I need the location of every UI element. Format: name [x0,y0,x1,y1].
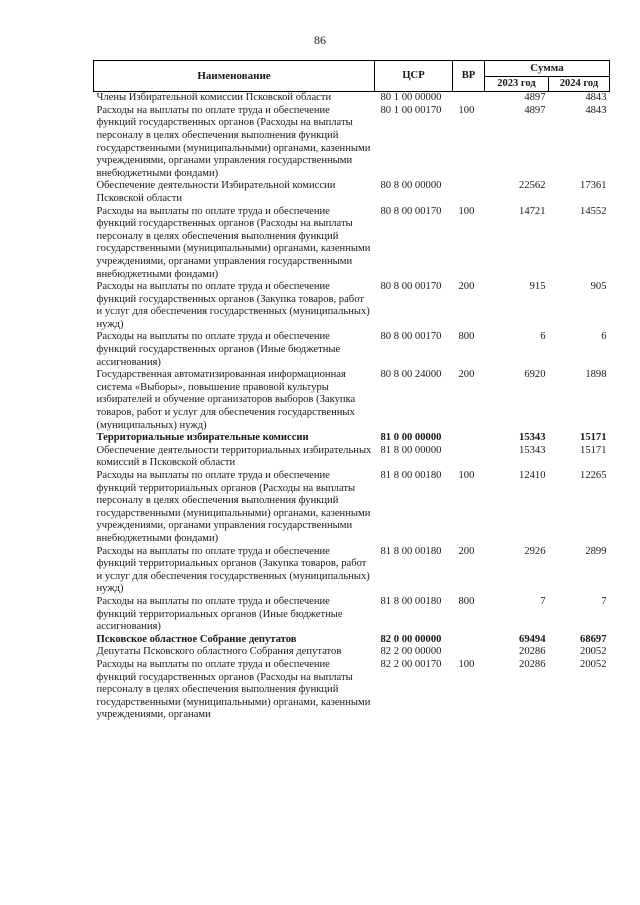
table-row [94,369,610,432]
row-vr-code: 100 [458,658,475,670]
row-name: Расходы на выплаты по оплате труда и обеспечение функций территориальных органов (Иные бюджетные ассигнования) [96,595,343,633]
row-csr-code: 81 8 00 00180 [380,470,442,481]
row-amount-2023: 4897 [524,92,546,104]
row-vr-code: 800 [458,595,475,607]
row-name: Обеспечение деятельности территориальных избирательных комиссий в Псковской области [96,444,372,469]
header-year-2023: 2023 год [485,76,549,92]
row-csr-code: 80 8 00 00000 [380,180,442,192]
row-vr-code [453,180,485,205]
row-name: Обеспечение деятельности Избирательной комиссии Псковской области [96,180,336,204]
row-amount-2023: 7 [540,595,546,607]
row-amount-2024: 4843 [585,104,607,116]
table-row [94,659,610,722]
row-amount-2023: 915 [529,281,546,293]
page-number: 86 [314,33,326,47]
row-amount-2023: 14721 [519,205,546,217]
row-name: Расходы на выплаты по оплате труда и обеспечение функций государственных органов (Расходы на выплаты персоналу в целях обеспечения выполнения функций государственными (муниципальными) органами, казенными учреждениями, органами [96,658,371,721]
row-csr-code: 82 2 00 00000 [380,646,442,658]
row-csr-code: 81 8 00 00180 [380,545,442,557]
row-name: Расходы на выплаты по оплате труда и обеспечение функций территориальных органов (Закупка товаров, работ и услуг для обеспечения государственных (муниципальных) нужд) [96,545,370,595]
row-amount-2023: 4897 [524,104,546,116]
row-amount-2024: 20052 [580,646,607,658]
header-name: Наименование [94,61,375,92]
row-name: Расходы на выплаты по оплате труда и обеспечение функций государственных органов (Расходы на выплаты персоналу в целях обеспечения выполнения функций государственными (муниципальными) органами, казенными учреждениями, органами управления государственными внебюджетными фондами) [96,104,371,179]
row-name: Депутаты Псковского областного Собрания депутатов [96,646,342,658]
row-name: Территориальные избирательные комиссии [96,432,309,444]
row-csr-code: 81 8 00 00000 [380,444,442,456]
row-amount-2024: 12265 [580,470,607,481]
header-vr: ВР [453,61,485,92]
row-amount-2024: 14552 [580,205,607,217]
row-csr-code: 80 1 00 00000 [380,92,442,104]
table-row [94,634,610,647]
table-row [94,445,610,470]
row-name: Псковское областное Собрание депутатов [96,633,297,645]
row-vr-code [453,445,485,470]
row-amount-2024: 6 [601,331,607,343]
row-vr-code: 100 [458,104,475,116]
row-csr-code: 80 8 00 24000 [380,369,442,381]
row-amount-2023: 12410 [519,470,546,481]
row-vr-code [453,634,485,647]
row-amount-2024: 1898 [585,369,607,381]
row-vr-code: 100 [458,470,475,481]
table-row [94,206,610,282]
row-amount-2024: 20052 [580,658,607,670]
row-csr-code: 80 8 00 00170 [380,331,442,343]
row-name: Расходы на выплаты по оплате труда и обеспечение функций государственных органов (Закупка товаров, работ и услуг для обеспечения государственных (муниципальных) нужд) [96,281,370,330]
table-row [94,470,610,546]
table-row [94,281,610,331]
row-amount-2023: 2926 [524,545,546,557]
row-vr-code: 100 [458,205,475,217]
row-amount-2024: 905 [590,281,607,293]
row-amount-2023: 6920 [524,369,546,381]
row-vr-code [453,92,485,105]
table-row [94,646,610,659]
table-body [94,92,610,722]
row-name: Государственная автоматизированная информационная система «Выборы», повышение правовой культуры избирателей и обучение организаторов выборов (Закупка товаров, работ и услуг для обеспечения государственных (муниципальных) нужд) [96,369,356,431]
budget-table [93,60,610,722]
row-csr-code: 81 0 00 00000 [380,432,442,444]
row-amount-2024: 68697 [580,633,607,645]
row-amount-2023: 15343 [519,444,546,456]
header-sum: Сумма [485,61,610,77]
row-vr-code [453,432,485,445]
row-name: Расходы на выплаты по оплате труда и обеспечение функций территориальных органов (Расходы на выплаты персоналу в целях обеспечения выполнения функций государственными (муниципальными) органами, казенными учреждениями, органами управления государственными внебюджетными фондами) [96,470,371,544]
row-vr-code [453,646,485,659]
table-row [94,432,610,445]
row-amount-2023: 6 [540,331,546,343]
row-csr-code: 82 0 00 00000 [380,633,442,645]
row-amount-2024: 15171 [580,432,607,444]
row-amount-2023: 22562 [519,180,546,192]
table-row [94,331,610,369]
table-row [94,546,610,596]
table-header [94,61,610,92]
row-vr-code: 200 [458,369,475,381]
row-amount-2024: 17361 [580,180,607,192]
row-amount-2023: 20286 [519,646,546,658]
table-row [94,105,610,181]
row-vr-code: 200 [458,545,475,557]
row-csr-code: 81 8 00 00180 [380,595,442,607]
table-row [94,92,610,105]
row-csr-code: 80 1 00 00170 [380,104,442,116]
row-amount-2024: 7 [601,595,607,607]
header-csr: ЦСР [375,61,453,92]
table-row [94,180,610,205]
row-csr-code: 80 8 00 00170 [380,281,442,293]
row-amount-2023: 69494 [519,633,546,645]
row-name: Расходы на выплаты по оплате труда и обеспечение функций государственных органов (Иные бюджетные ассигнования) [96,331,341,368]
row-name: Расходы на выплаты по оплате труда и обеспечение функций государственных органов (Расходы на выплаты персоналу в целях обеспечения выполнения функций государственными (муниципальными) органами, казенными учреждениями, органами управления государственными внебюджетными фондами) [96,205,371,280]
table-row [94,596,610,634]
row-csr-code: 80 8 00 00170 [380,205,442,217]
row-amount-2024: 2899 [585,545,607,557]
row-amount-2024: 15171 [580,444,607,456]
row-vr-code: 800 [458,331,475,343]
row-csr-code: 82 2 00 00170 [380,658,442,670]
row-name: Члены Избирательной комиссии Псковской области [96,92,332,104]
row-amount-2023: 20286 [519,658,546,670]
row-amount-2024: 4843 [585,92,607,104]
row-amount-2023: 15343 [519,432,546,444]
header-year-2024: 2024 год [549,76,610,92]
row-vr-code: 200 [458,281,475,293]
